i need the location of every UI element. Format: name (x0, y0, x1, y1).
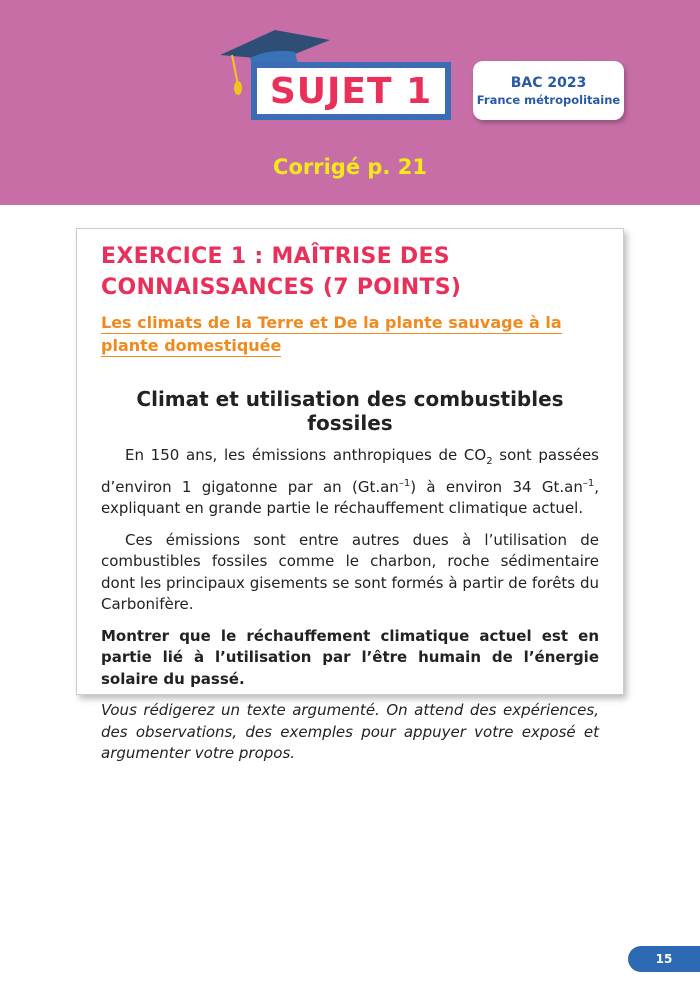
page-number: 15 (628, 946, 700, 972)
exam-badge (473, 61, 624, 120)
text: , expliquant en grande partie le réchauffement climatique actuel. (101, 477, 599, 517)
paragraph-1 (101, 445, 599, 520)
subscript: 2 (486, 456, 493, 467)
subject-badge (251, 62, 451, 120)
paragraph-2: Ces émissions sont entre autres dues à l’utilisation de combustibles fossiles comme le charbon, roche sédimentaire dont les principaux gisements se sont formés à partir de forêts du Carbonifère. (101, 530, 599, 613)
superscript: –1 (582, 477, 595, 489)
exercise-box (76, 228, 624, 762)
text: ) à environ 34 Gt.an (410, 477, 583, 496)
question: Montrer que le réchauffement climatique actuel est en partie lié à l’utilisation par l’être humain de l’énergie solaire du passé. (101, 626, 599, 688)
exercise-heading: Climat et utilisation des combustibles fossiles (136, 387, 564, 435)
text: sont passées d’environ 1 gigatonne par an (Gt.an (101, 446, 599, 496)
exercise-theme: Les climats de la Terre et De la plante sauvage à la plante domestiquée (101, 313, 562, 355)
exam-year: BAC 2023 (510, 74, 587, 91)
instruction: Vous rédigerez un texte argumenté. On attend des expériences, des observations, des exemples pour appuyer votre exposé et argumenter votre propos. (101, 701, 599, 762)
exam-location: France métropolitaine (476, 92, 621, 107)
subject-title: SUJET 1 (257, 68, 445, 114)
header-banner (0, 0, 700, 205)
superscript: –1 (398, 477, 411, 489)
text: En 150 ans, les émissions anthropiques de CO (125, 446, 487, 464)
exercise-title: EXERCICE 1 : MAÎTRISE DES CONNAISSANCES (7 POINTS) (101, 244, 462, 300)
corrige-link[interactable]: Corrigé p. 21 (273, 155, 427, 179)
